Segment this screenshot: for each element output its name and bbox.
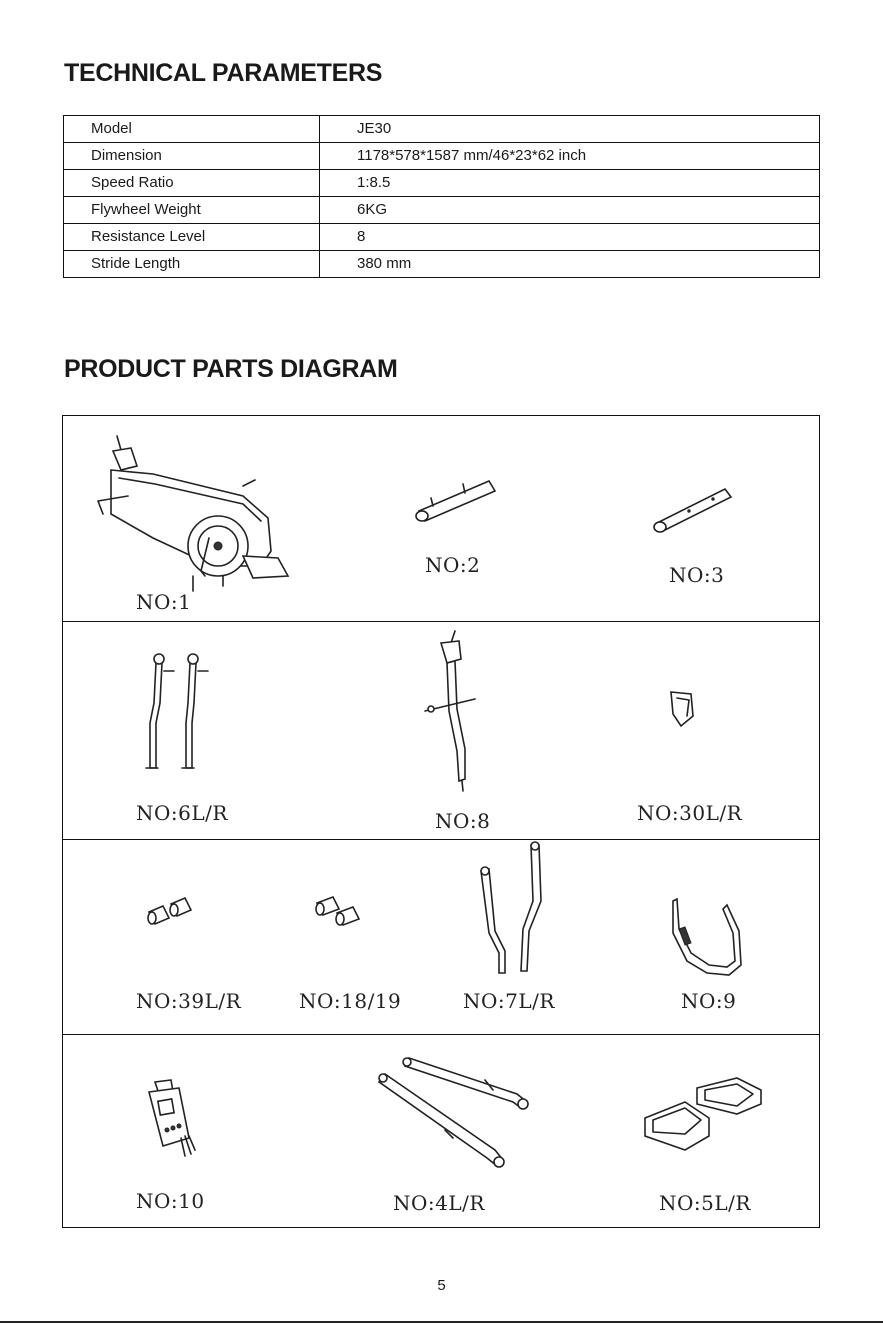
part-label: NO:5L/R — [659, 1191, 751, 1215]
pedal-arms-drawing — [375, 1050, 535, 1170]
table-row — [64, 170, 820, 197]
bottom-rule — [0, 1321, 883, 1323]
table-row — [64, 224, 820, 251]
table-row — [64, 197, 820, 224]
param-label: Resistance Level — [64, 224, 320, 251]
table-row — [64, 116, 820, 143]
parts-row — [63, 1034, 819, 1227]
foot-pedals-drawing — [637, 1074, 777, 1164]
table-row — [64, 251, 820, 278]
tube-drawing — [649, 481, 749, 541]
part-label: NO:7L/R — [463, 989, 555, 1013]
param-value: 380 mm — [320, 251, 820, 278]
part-label: NO:4L/R — [393, 1191, 485, 1215]
part-label: NO:9 — [681, 989, 737, 1013]
parts-row — [63, 621, 819, 840]
parts-diagram — [62, 415, 820, 1228]
param-label: Speed Ratio — [64, 170, 320, 197]
param-value: 1178*578*1587 mm/46*23*62 inch — [320, 143, 820, 170]
handlebar-poles-drawing — [138, 643, 218, 783]
upright-post-drawing — [419, 629, 499, 799]
technical-parameters-table — [63, 115, 820, 278]
table-row — [64, 143, 820, 170]
part-label: NO:10 — [136, 1189, 205, 1213]
product-parts-heading: PRODUCT PARTS DIAGRAM — [64, 355, 398, 383]
page-number: 5 — [437, 1277, 446, 1294]
part-label: NO:39L/R — [136, 989, 242, 1013]
technical-parameters-heading: TECHNICAL PARAMETERS — [64, 59, 383, 87]
part-label: NO:18/19 — [299, 989, 402, 1013]
tube-drawing — [411, 471, 511, 531]
part-label: NO:3 — [669, 563, 725, 587]
lower-handlebars-drawing — [471, 841, 571, 981]
part-label: NO:6L/R — [136, 801, 228, 825]
cover-drawing — [663, 686, 713, 736]
param-label: Stride Length — [64, 251, 320, 278]
parts-row — [63, 839, 819, 1035]
part-label: NO:30L/R — [637, 801, 743, 825]
part-label: NO:1 — [136, 590, 192, 614]
param-value: 6KG — [320, 197, 820, 224]
param-value: 8 — [320, 224, 820, 251]
param-label: Dimension — [64, 143, 320, 170]
param-value: 1:8.5 — [320, 170, 820, 197]
part-label: NO:8 — [435, 809, 491, 833]
param-label: Model — [64, 116, 320, 143]
param-label: Flywheel Weight — [64, 197, 320, 224]
main-frame-drawing — [93, 426, 293, 606]
part-label: NO:2 — [425, 553, 481, 577]
handlebar-drawing — [663, 881, 753, 981]
bushings-drawing — [311, 891, 371, 931]
end-caps-drawing — [143, 894, 203, 934]
param-value: JE30 — [320, 116, 820, 143]
parts-row — [63, 416, 819, 622]
console-drawing — [145, 1076, 215, 1166]
